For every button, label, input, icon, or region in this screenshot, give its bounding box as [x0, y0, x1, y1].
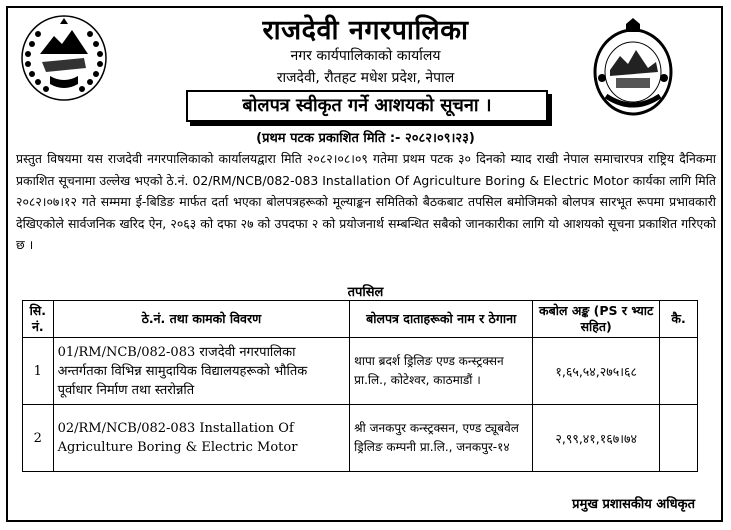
row-remarks: [660, 338, 698, 405]
signatory: प्रमुख प्रशासकीय अधिकृत: [572, 497, 695, 512]
row-amount: २,९९,४१,१६७।७४: [533, 405, 660, 472]
row-sn: 2: [23, 405, 54, 472]
table-header-row: [23, 301, 698, 338]
notice-banner: बोलपत्र स्वीकृत गर्ने आशयको सूचना ।: [186, 90, 548, 122]
table-row: [23, 405, 698, 472]
row-description: 01/RM/NCB/082-083 राजदेवी नगरपालिका अन्तर्गतका विभिन्न सामुदायिक विद्यालयहरूको भौतिक पूर्वाधार निर्माण तथा स्तरोन्नति: [53, 338, 350, 405]
table-row: [23, 338, 698, 405]
office-name: नगर कार्यपालिकाको कार्यालय: [290, 48, 441, 64]
row-remarks: [660, 405, 698, 472]
office-address: राजदेवी, रौतहट मधेश प्रदेश, नेपाल: [276, 70, 455, 86]
header-remarks: कै.: [660, 301, 698, 338]
header-bidder: बोलपत्र दाताहरूको नाम र ठेगाना: [350, 301, 533, 338]
row-amount: १,६५,५४,२७५।६८: [533, 338, 660, 405]
header-amount: कबोल अङ्क (PS र भ्याट सहित): [533, 301, 660, 338]
notice-body: प्रस्तुत विषयमा यस राजदेवी नगरपालिकाको कार्यालयद्वारा मिति २०८२।०८।०९ गतेमा प्रथम पटक ३० दिनको म्याद राखी नेपाल समाचारपत्र राष्ट्रिय दैनिकमा प्रकाशित सूचनामा उल्लेख भएको ठे.नं. 02/RM/NCB/082-083 Installation Of Agriculture Boring & Electric Motor कार्यका लागि मिति २०८२।०७।१२ गते सम्ममा ई-बिडिङ मार्फत दर्ता भएका बोलपत्रहरूको मूल्याङ्कन समितिको बैठकबाट तपसिल बमोजिमको बोलपत्र सारभूत रूपमा प्रभावकारी देखिएकोले सार्वजनिक खरिद ऐन, २०६३ को दफा २७ को उपदफा २ को प्रयोजनार्थ सम्बन्धित सबैको जानकारीका लागि यो आशयको सूचना प्रकाशित गरिएको छ ।: [16, 151, 716, 253]
header-description: ठे.नं. तथा कामको विवरण: [53, 301, 350, 338]
table-caption: तपसिल: [347, 285, 384, 300]
publish-date: (प्रथम पटक प्रकाशित मिति :- २०८२।०९।२३): [256, 131, 475, 146]
row-sn: 1: [23, 338, 54, 405]
row-bidder: थापा ब्रदर्श ड्रिलिङ एण्ड कन्स्ट्रक्सन प्रा.लि., कोटेश्वर, काठमाडौं ।: [350, 338, 533, 405]
bid-table: [22, 300, 698, 472]
row-description: 02/RM/NCB/082-083 Installation Of Agriculture Boring & Electric Motor: [53, 405, 350, 472]
header-sn: सि. नं.: [23, 301, 54, 338]
row-bidder: श्री जनकपुर कन्स्ट्रक्सन, एण्ड ट्यूबवेल ड्रिलिङ कम्पनी प्रा.लि., जनकपुर-१४: [350, 405, 533, 472]
municipality-title: राजदेवी नगरपालिका: [262, 15, 469, 46]
